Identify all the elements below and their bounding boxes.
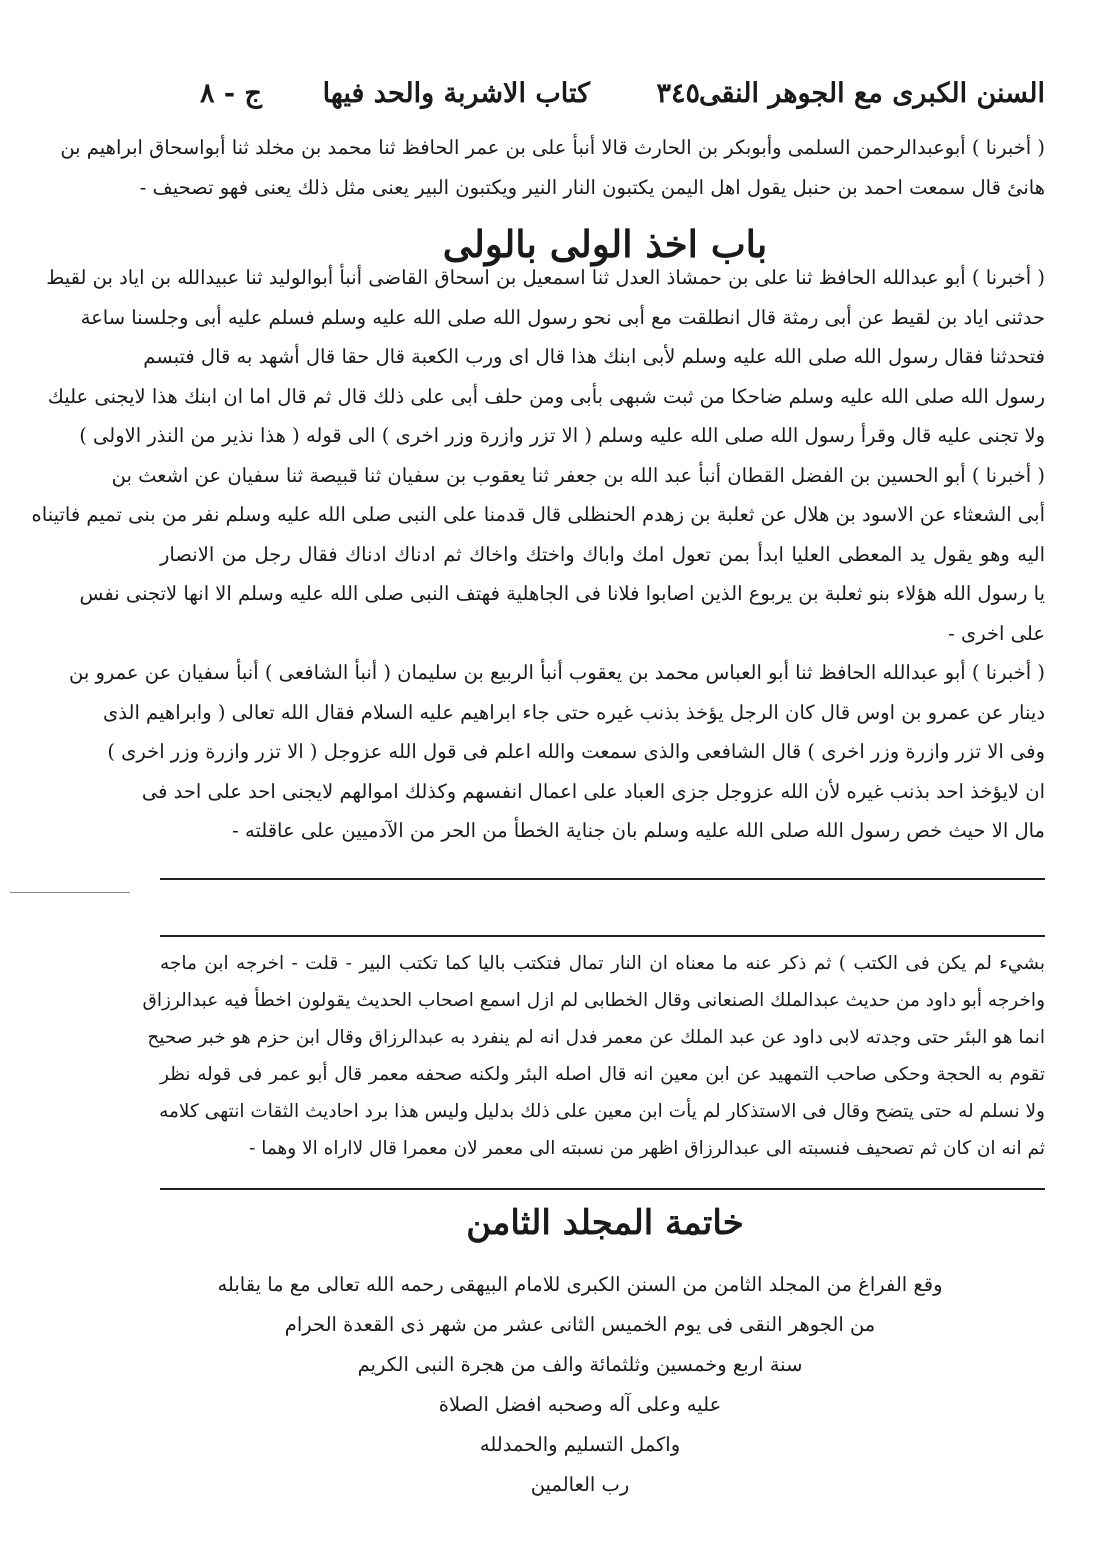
colophon-line: واكمل التسليم والحمدلله bbox=[479, 1433, 681, 1456]
footnote-divider bbox=[160, 935, 1045, 937]
text-line: يا رسول الله هؤلاء بنو ثعلبة بن يربوع الذين اصابوا فلانا فى الجاهلية فهتف النبى صلى الله عليه وسلم الا انها لاتجنى نفس bbox=[79, 582, 1045, 605]
text-line: أبى الشعثاء عن الاسود بن هلال عن ثعلبة بن زهدم الحنظلى قال قدمنا على النبى صلى الله عليه وسلم نفر من بنى تميم فاتيناه bbox=[31, 503, 1045, 526]
text-line: وفى الا تزر وازرة وزر اخرى ) قال الشافعى والذى سمعت والله اعلم فى قول الله عزوجل ( الا تزر وازرة وزر اخرى ) bbox=[107, 740, 1045, 763]
footnote-commentary bbox=[142, 945, 1045, 1167]
colophon-line: سنة اربع وخمسين وثلثمائة والف من هجرة النبى الكريم bbox=[357, 1353, 803, 1376]
text-line: ان لايؤخذ احد بذنب غيره لأن الله عزوجل جزى العباد على اعمال انفسهم وكذلك اموالهم لايجنى احد على احد فى bbox=[141, 779, 1045, 803]
running-header bbox=[200, 78, 1045, 122]
text-line: بشيء لم يكن فى الكتب ) ثم ذكر عنه ما معناه ان النار تمال فتكتب باليا كما تكتب البير - قلت - اخرجه ابن ماجه bbox=[160, 953, 1045, 974]
closing-heading: خاتمة المجلد الثامن bbox=[466, 1203, 744, 1243]
text-line: ثم انه ان كان ثم تصحيف فنسبته الى عبدالرزاق اظهر من نسبته الى معمر لان معمرا قال لااراه الا وهما - bbox=[249, 1138, 1045, 1159]
text-line: على اخرى - bbox=[948, 621, 1045, 645]
header-volume: ج - ٨ bbox=[200, 78, 262, 109]
text-line: فتحدثنا فقال رسول الله صلى الله عليه وسلم لأبى ابنك هذا قال اى ورب الكعبة قال حقا قال أشهد به قال فتبسم bbox=[143, 345, 1045, 368]
text-line: دينار عن عمرو بن اوس قال كان الرجل يؤخذ بذنب غيره حتى جاء ابراهيم عليه السلام فقال الله تعالى ( وابراهيم الذى bbox=[103, 700, 1045, 724]
section-divider bbox=[160, 878, 1045, 880]
text-line: ولا تجنى عليه قال وقرأ رسول الله صلى الله عليه وسلم ( الا تزر وازرة وزر اخرى ) الى قوله ( هذا نذير من النذر الاولى ) bbox=[79, 424, 1045, 447]
main-text bbox=[31, 258, 1045, 851]
colophon-line: رب العالمين bbox=[530, 1473, 630, 1496]
header-page-number: ٣٤٥ bbox=[656, 78, 700, 109]
chapter-heading: باب اخذ الولى بالولى bbox=[442, 222, 768, 266]
text-line: ( أخبرنا ) أبوعبدالرحمن السلمى وأبوبكر بن الحارث قالا أنبأ على بن عمر الحافظ ثنا محمد بن مخلد ثنا أبواسحاق ابراهيم بن bbox=[60, 136, 1045, 159]
text-line: رسول الله صلى الله عليه وسلم ضاحكا من ثبت شبهى بأبى ومن حلف أبى على ذلك قال ثم قال اما ان ابنك هذا لايجنى عليك bbox=[47, 384, 1045, 408]
text-line: تقوم به الحجة وحكى صاحب التمهيد عن ابن معين انه قال اصله البئر ولكنه صحفه معمر قال أبو عمر فى قوله نظر bbox=[160, 1064, 1045, 1085]
text-line: واخرجه أبو داود من حديث عبدالملك الصنعانى وقال الخطابى لم ازل اسمع اصحاب الحديث يقولون اخطأ فيه عبدالرزاق bbox=[142, 990, 1045, 1011]
text-line: هانئ قال سمعت احمد بن حنبل يقول اهل اليمن يكتبون النار النير ويكتبون البير يعنى مثل ذلك يعنى فهو تصحيف - bbox=[139, 176, 1045, 199]
text-line: مال الا حيث خص رسول الله صلى الله عليه وسلم بان جناية الخطأ من الحر من الآدميين على عاقلته - bbox=[232, 819, 1045, 842]
text-line: ولا نسلم له حتى يتضح وقال فى الاستذكار لم يأت ابن معين على ذلك بدليل وليس هذا برد احاديث الثقات انتهى كلامه bbox=[159, 1101, 1045, 1122]
header-chapter-title: كتاب الاشربة والحد فيها bbox=[322, 78, 590, 109]
colophon-line: عليه وعلى آله وصحبه افضل الصلاة bbox=[438, 1393, 722, 1416]
footnote-end-divider bbox=[160, 1188, 1045, 1190]
text-line: اليه وهو يقول يد المعطى العليا ابدأ بمن تعول امك واباك واختك واخاك ثم ادناك ادناك فقال رجل من الانصار bbox=[160, 542, 1045, 566]
text-line: ( أخبرنا ) أبو عبدالله الحافظ ثنا أبو العباس محمد بن يعقوب أنبأ الربيع بن سليمان ( أنبأ الشافعى ) أنبأ سفيان عن عمرو بن bbox=[68, 661, 1045, 684]
colophon-line: وقع الفراغ من المجلد الثامن من السنن الكبرى للامام البيهقى رحمه الله تعالى مع ما يقابله bbox=[217, 1273, 943, 1296]
text-line: حدثنى اياد بن لقيط عن أبى رمثة قال انطلقت مع أبى نحو رسول الله صلى الله عليه وسلم فسلم عليه أبى وجلسنا ساعة bbox=[80, 305, 1045, 329]
text-line: ( أخبرنا ) أبو عبدالله الحافظ ثنا على بن حمشاذ العدل ثنا اسمعيل بن اسحاق القاضى أنبأ أبوالوليد ثنا عبيدالله بن اياد بن لقيط bbox=[46, 266, 1045, 289]
colophon-line: من الجوهر النقى فى يوم الخميس الثانى عشر من شهر ذى القعدة الحرام bbox=[284, 1313, 876, 1336]
text-line: انما هو البئر حتى وجدته لابى داود عن عبد الملك عن معمر فدل انه لم ينفرد به عبدالرزاق وقال ابن حزم هو خبر صحيح bbox=[147, 1027, 1045, 1048]
header-book-title: السنن الكبرى مع الجوهر النقى bbox=[698, 78, 1045, 109]
colophon bbox=[200, 1265, 960, 1505]
text-line: ( أخبرنا ) أبو الحسين بن الفضل القطان أنبأ عبد الله بن جعفر ثنا يعقوب بن سفيان ثنا قبيصة ثنا سفيان عن اشعث بن bbox=[111, 463, 1045, 487]
margin-mark bbox=[10, 892, 130, 893]
intro-paragraph bbox=[60, 128, 1045, 208]
